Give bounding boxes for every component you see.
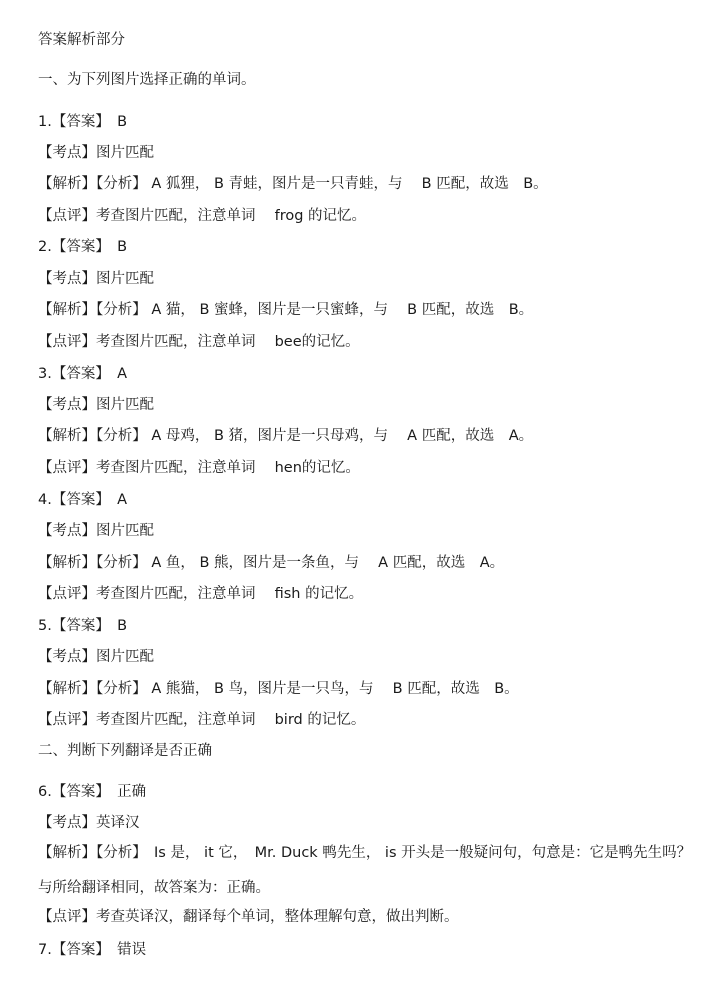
q3-topic: 【考点】图片匹配 [38,397,154,413]
q5-answer: 5.【答案】 B [38,618,128,634]
q1-answer: 1.【答案】 B [38,114,128,130]
q2-comment: 【点评】考查图片匹配，注意单词 bee的记忆。 [38,334,360,350]
page-title: 答案解析部分 [38,32,125,48]
q5-comment: 【点评】考查图片匹配，注意单词 bird 的记忆。 [38,712,366,728]
q2-analysis: 【解析】【分析】 A 猫， B 蜜蜂，图片是一只蜜蜂，与 B 匹配，故选 B。 [38,302,534,318]
q6-comment: 【点评】考查英译汉，翻译每个单词，整体理解句意，做出判断。 [38,909,459,925]
q2-answer: 2.【答案】 B [38,239,128,255]
q3-comment: 【点评】考查图片匹配，注意单词 hen的记忆。 [38,460,360,476]
q1-comment: 【点评】考查图片匹配，注意单词 frog 的记忆。 [38,208,367,224]
q7-answer: 7.【答案】 错误 [38,942,147,958]
q4-topic: 【考点】图片匹配 [38,523,154,539]
q5-analysis: 【解析】【分析】 A 熊猫， B 鸟，图片是一只鸟，与 B 匹配，故选 B。 [38,681,519,697]
q4-answer: 4.【答案】 A [38,492,128,508]
section-heading-1: 一、为下列图片选择正确的单词。 [38,72,256,88]
q4-comment: 【点评】考查图片匹配，注意单词 fish 的记忆。 [38,586,364,602]
q2-topic: 【考点】图片匹配 [38,271,154,287]
q1-topic: 【考点】图片匹配 [38,145,154,161]
q3-analysis: 【解析】【分析】 A 母鸡， B 猪，图片是一只母鸡，与 A 匹配，故选 A。 [38,428,534,444]
q4-analysis: 【解析】【分析】 A 鱼， B 熊，图片是一条鱼，与 A 匹配，故选 A。 [38,555,505,571]
q6-answer: 6.【答案】 正确 [38,784,147,800]
q5-topic: 【考点】图片匹配 [38,649,154,665]
section-heading-2: 二、判断下列翻译是否正确 [38,743,212,759]
q3-answer: 3.【答案】 A [38,366,128,382]
q6-analysis: 【解析】【分析】 Is 是， it 它， Mr. Duck 鸭先生， is 开头是一般疑问句，句意是：它是鸭先生吗？与所给翻译相同，故答案为：正确。 [38,845,692,896]
q6-topic: 【考点】英译汉 [38,815,140,831]
q1-analysis: 【解析】【分析】 A 狐狸， B 青蛙，图片是一只青蛙，与 B 匹配，故选 B。 [38,176,548,192]
